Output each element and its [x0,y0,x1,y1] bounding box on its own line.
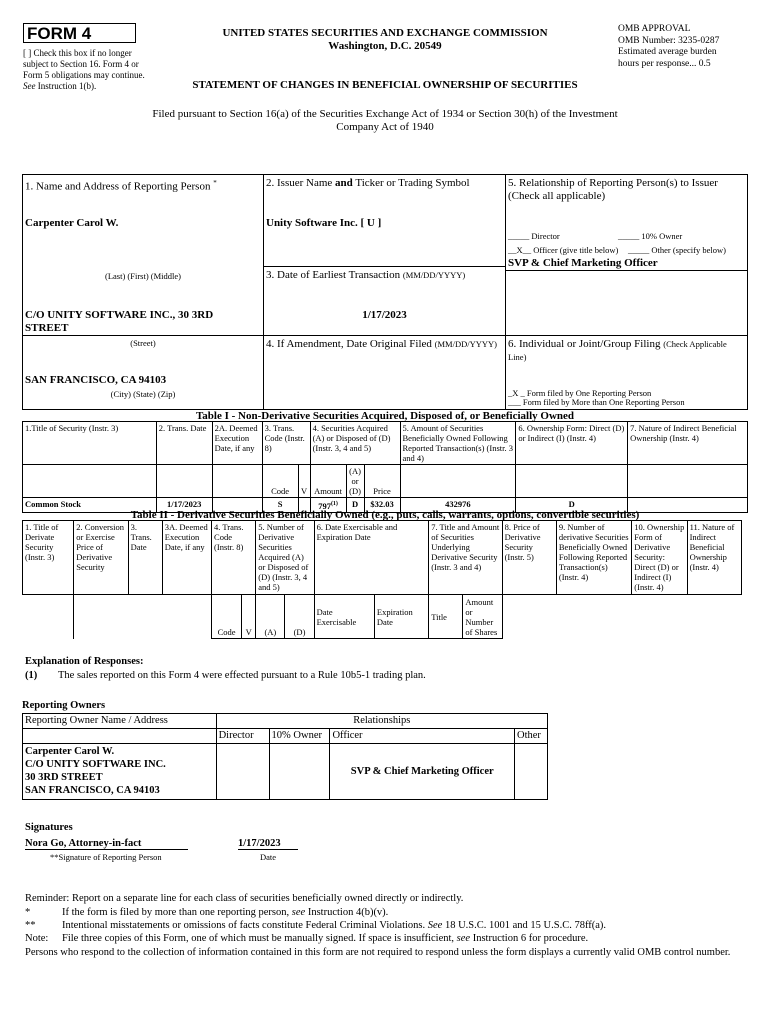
form-label: FORM 4 [23,23,136,43]
owners-table [22,713,548,800]
t1-row-owned: 432976 [400,498,516,513]
t1-header-nature: 7. Nature of Indirect Beneficial Ownership (Instr. 4) [628,422,748,465]
t2-header-price: 8. Price of Derivative Security (Instr. 5) [502,521,556,595]
signature-name-caption: **Signature of Reporting Person [50,852,162,862]
t1-header-acquired: 4. Securities Acquired (A) or Disposed of (D) (Instr. 3, 4 and 5) [310,422,400,465]
t1-sub-amount: Amount [310,465,346,498]
t1-sub-v: V [298,465,310,498]
t1-header-code: 3. Trans. Code (Instr. 8) [262,422,310,465]
table-2-title: Table II - Derivative Securities Beneficially Owned (e.g., puts, calls, warrants, options, convertible securities) [130,509,640,521]
director-checkbox[interactable]: _____ Director [508,231,560,241]
other-checkbox[interactable]: _____ Other (specify below) [628,245,726,255]
agency-title [160,27,610,53]
omb-line-2: OMB Number: 3235-0287 [618,35,720,46]
box-1-label: 1. Name and Address of Reporting Person * [25,179,217,193]
reporting-person-street: C/O UNITY SOFTWARE INC., 30 3RD STREET [25,309,214,334]
owners-col-name: Reporting Owner Name / Address [23,714,217,729]
t1-header-deemed: 2A. Deemed Execution Date, if any [212,422,262,465]
owner-name-address: Carpenter Carol W. C/O UNITY SOFTWARE INC. 30 3RD STREET SAN FRANCISCO, CA 94103 [23,744,217,800]
signature-date-caption: Date [260,852,277,862]
t1-header-owned: 5. Amount of Securities Beneficially Owned Following Reported Transaction(s) (Instr. 3 and 4) [400,422,516,465]
agency-line-1: UNITED STATES SECURITIES AND EXCHANGE COMMISSION [222,27,548,39]
check-note-instruction: Instruction 1(b). [37,81,97,91]
table-row [23,744,548,800]
owners-col-relationships: Relationships [216,714,547,729]
t2-header-number: 5. Number of Derivative Securities Acquired (A) or Disposed of (D) (Instr. 3, 4 and 5) [256,521,314,595]
omb-line-1: OMB APPROVAL [618,24,691,34]
signature-name: Nora Go, Attorney-in-fact [25,838,188,850]
omb-approval [618,24,758,70]
signatures-heading: Signatures [25,822,73,833]
omb-line-4: hours per response... 0.5 [618,58,711,69]
reporting-person-name: Carpenter Carol W. [25,217,119,229]
t2-header-date: 3. Trans. Date [128,521,162,595]
t2-header-title: 1. Title of Derivate Security (Instr. 3) [23,521,74,595]
more-reporting-persons-option[interactable]: ___ Form filed by More than One Reporting Person [508,397,685,407]
check-note-see: See [23,81,36,91]
box-2-issuer [263,174,506,267]
earliest-transaction-date: 1/17/2023 [362,309,407,321]
street-divider [23,335,263,336]
table-2 [22,520,742,639]
officer-checkbox[interactable]: __X__ Officer (give title below) [508,245,619,255]
table-1 [22,421,748,513]
t1-row-title: Common Stock [23,498,157,513]
footnote-star-1: * [25,907,31,918]
t1-row-date: 1/17/2023 [156,498,212,513]
t1-row-amount: 797$^{(1)}$ [310,498,346,513]
street-caption: (Street) [130,338,156,348]
owners-heading: Reporting Owners [22,700,106,711]
t1-header-title: 1.Title of Security (Instr. 3) [23,422,157,465]
t1-sub-a-or-d: (A) or (D) [346,465,364,498]
t2-sub-exercisable: Date Exercisable [314,595,374,639]
explanation-text: The sales reported on this Form 4 were effected pursuant to a Rule 10b5-1 trading plan. [58,670,426,681]
t2-header-form: 10. Ownership Form of Derivative Security: Direct (D) or Indirect (I) (Instr. 4) [632,521,687,595]
agency-line-2: Washington, D.C. 20549 [328,40,442,52]
omb-line-3: Estimated average burden [618,47,717,57]
owners-col-director: Director [216,729,269,744]
box-6-filing [505,335,748,410]
t2-sub-d: (D) [285,595,314,639]
t2-header-exercisable: 6. Date Exercisable and Expiration Date [314,521,429,595]
footnote-star-2-text: Intentional misstatements or omissions of facts constitute Federal Criminal Violations. See 18 U.S.C. 1001 and 15 U.S.C. 78ff(a). [62,920,607,931]
explanation-heading: Explanation of Responses: [25,656,144,667]
t2-sub-expiration: Expiration Date [374,595,428,639]
reminder-text: Reminder: Report on a separate line for each class of securities beneficially owned directly or indirectly. [25,893,464,904]
t1-sub-price: Price [364,465,400,498]
t2-sub-title: Title [429,595,463,639]
city-caption: (City) (State) (Zip) [110,389,176,399]
box-5-relationship [505,174,748,336]
note-text: File three copies of this Form, one of which must be manually signed. If space is insufficient, see Instruction 6 for procedure. [62,933,589,944]
t1-header-form: 6. Ownership Form: Direct (D) or Indirect (I) (Instr. 4) [516,422,628,465]
box-3-label: 3. Date of Earliest Transaction (MM/DD/YYYY) [266,269,466,281]
t2-header-deemed: 3A. Deemed Execution Date, if any [162,521,211,595]
t2-header-owned: 9. Number of derivative Securities Beneficially Owned Following Reported Transaction(s) (Instr. 4) [556,521,631,595]
t1-header-date: 2. Trans. Date [156,422,212,465]
box-1-reporting-person [22,174,264,410]
signature-date: 1/17/2023 [238,838,298,850]
reporting-person-city: SAN FRANCISCO, CA 94103 [25,374,167,386]
t1-row-code: S [262,498,298,513]
note-label: Note: [25,933,49,944]
owners-col-other: Other [514,729,547,744]
box-5-label: 5. Relationship of Reporting Person(s) to Issuer (Check all applicable) [508,177,718,202]
t1-sub-code: Code [262,465,298,498]
box-5-divider [506,270,747,271]
box-2-label: 2. Issuer Name and Ticker or Trading Symbol [266,177,470,189]
footnote-star-1-text: If the form is filed by more than one reporting person, see Instruction 4(b)(v). [62,907,389,918]
box-4-amendment [263,335,506,410]
one-reporting-person-option[interactable]: _X _ Form filed by One Reporting Person [508,388,652,398]
t2-header-underlying: 7. Title and Amount of Securities Underlying Derivative Security (Instr. 3 and 4) [429,521,502,595]
owners-col-ten-percent: 10% Owner [269,729,330,744]
box-4-label: 4. If Amendment, Date Original Filed (MM/DD/YYYY) [266,338,497,350]
persons-respond-text: Persons who respond to the collection of information contained in this form are not required to respond unless the form displays a currently valid OMB control number. [25,947,731,958]
explanation-number: (1) [25,670,38,681]
t2-sub-code: Code [212,595,242,639]
filed-pursuant: Filed pursuant to Section 16(a) of the Securities Exchange Act of 1934 or Section 30(h) of the Investment Company Act of 1940 [152,108,618,133]
t2-header-code: 4. Trans. Code (Instr. 8) [212,521,256,595]
box-3-earliest-transaction [263,266,506,336]
t2-sub-v: V [242,595,256,639]
name-caption: (Last) (First) (Middle) [104,271,181,281]
t1-row-form: D [516,498,628,513]
issuer-name: Unity Software Inc. [ U ] [266,217,382,229]
owner-officer-title: SVP & Chief Marketing Officer [330,744,515,800]
t2-header-conversion: 2. Conversion or Exercise Price of Derivative Security [74,521,128,595]
t2-header-nature: 11. Nature of Indirect Beneficial Ownership (Instr. 4) [687,521,741,595]
table-1-title: Table I - Non-Derivative Securities Acquired, Disposed of, or Beneficially Owned [195,410,575,422]
officer-title: SVP & Chief Marketing Officer [508,257,658,269]
t2-sub-a: (A) [256,595,285,639]
ten-percent-owner-checkbox[interactable]: _____ 10% Owner [618,231,683,241]
owners-col-officer: Officer [330,729,515,744]
t1-row-a-or-d: D [346,498,364,513]
t2-sub-amount: Amount or Number of Shares [463,595,502,639]
box-6-label: 6. Individual or Joint/Group Filing (Check Applicable Line) [508,338,727,362]
check-box-note[interactable] [23,48,153,92]
statement-title: STATEMENT OF CHANGES IN BENEFICIAL OWNERSHIP OF SECURITIES [192,79,578,91]
check-note-text: [ ] Check this box if no longer subject to Section 16. Form 4 or Form 5 obligations may continue. [23,48,145,80]
t1-row-price: $32.03 [364,498,400,513]
footnote-star-2: ** [25,920,36,931]
